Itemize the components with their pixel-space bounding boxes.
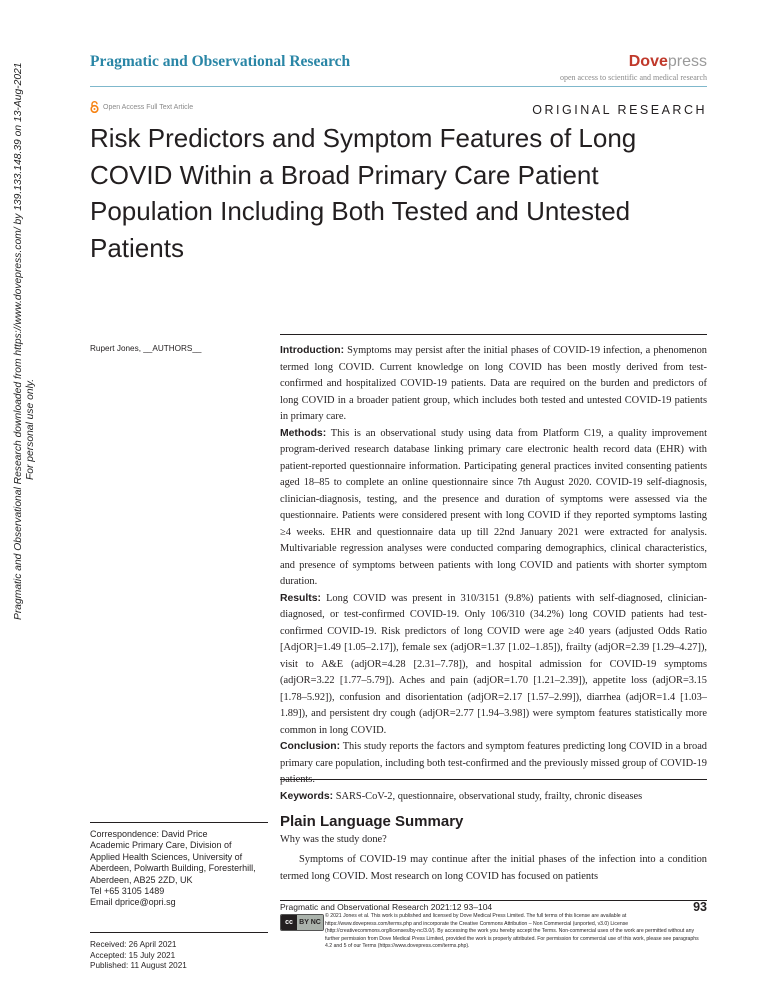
abstract-label: Methods: [280, 427, 327, 439]
publisher-logo[interactable] [629, 53, 707, 71]
abstract-top-divider [280, 334, 707, 335]
by-nc-icon: BY NC [297, 915, 323, 930]
publisher-logo-dove: Dove [628, 53, 668, 70]
abstract-label: Results: [280, 592, 321, 604]
abstract-text: SARS-CoV-2, questionnaire, observational study, frailty, chronic diseases [333, 790, 643, 802]
abstract-introduction [280, 343, 707, 426]
correspondence-line: Aberdeen, Polwarth Building, Foresterhill, [90, 863, 256, 874]
publication-dates [90, 940, 187, 972]
open-access-label: Open Access Full Text Article [103, 103, 194, 111]
abstract-text: Long COVID was present in 310/3151 (9.8%) patients with self-diagnosed, clinician-diagnosed, or test-confirmed COVID-19. Only 106/310 (34.2%) long COVID patients had test-confirmed COVID-19. Risk predictors of long COVID were age ≥40 years (adjusted Odds Ratio [AdjOR]=1.49 [1.05–2.17]), female sex (adjOR=1.37 [1.02–1.85]), frailty (adjOR=2.39 [1.29–4.27]), visit to A&E (adjOR=4.28 [2.31–7.78]), and hospital admission for COVID-19 symptoms (adjOR=3.22 [1.77–5.79]). Aches and pain (adjOR=1.70 [1.21–2.39]), appetite loss (adjOR=3.15 [1.78–5.92]), confusion and disorientation (adjOR=2.17 [1.57–2.99]), diarrhea (adjOR=1.4 [1.03–1.89]), and persistent dry cough (adjOR=2.77 [1.94–3.98]) were symptom features statistically more common in long COVID. [280, 592, 707, 736]
correspondence-email[interactable]: Email dprice@opri.sg [90, 897, 176, 908]
watermark-line-2: For personal use only. [25, 378, 36, 480]
creative-commons-badge[interactable] [280, 914, 324, 931]
abstract-label: Conclusion: [280, 741, 341, 752]
abstract-conclusion [280, 739, 707, 789]
correspondence-line: Applied Health Sciences, University of [90, 851, 243, 862]
cc-icon: cc [281, 915, 297, 930]
footer-citation: Pragmatic and Observational Research 2021:12 93–104 [280, 902, 493, 912]
abstract-label: Keywords: [280, 790, 334, 802]
correspondence-line: Aberdeen, AB25 2ZD, UK [90, 874, 193, 885]
abstract-methods [280, 426, 707, 591]
correspondence-divider [90, 822, 268, 823]
open-access-badge [90, 101, 193, 113]
abstract-keywords [280, 789, 707, 806]
plain-language-body: Symptoms of COVID-19 may continue after the initial phases of the infection into a condition termed long COVID. Most research on long COVID has focused on patients [280, 854, 707, 882]
publisher-logo-press: press [667, 53, 707, 70]
author-list: Rupert Jones, __AUTHORS__ [90, 344, 202, 353]
abstract-text: Symptoms may persist after the initial phases of COVID-19 infection, a phenomenon termed long COVID. Current knowledge on long COVID has been mostly derived from test-confirmed and hospitalized COVID-19 patients. Data are required on the burden and predictors of long COVID in a broader patient group, which includes both tested and untested COVID-19 patients in primary care. [280, 345, 707, 422]
footer-divider [280, 900, 707, 901]
header-divider [90, 86, 707, 87]
journal-name: Pragmatic and Observational Research [90, 53, 351, 70]
correspondence [90, 829, 270, 909]
plain-language-title: Plain Language Summary [280, 813, 464, 830]
article-type: ORIGINAL RESEARCH [532, 103, 707, 117]
accepted-date: Accepted: 15 July 2021 [90, 950, 176, 960]
license-text: © 2021 Jones et al. This work is published and licensed by Dove Medical Press Limited. The full terms of this license are available at https://www.dovepress.com/terms.php and incorporate the Creative Commons Attribution – Non Commercial (unported, v3.0) License (http://creativecommons.org/licenses/by-nc/3.0/). By accessing the work you hereby accept the Terms. Non-commercial uses of the work are permitted without any further permission from Dove Medical Press Limited, provided the work is properly attributed. For permission for commercial use of this work, please see paragraphs 4.2 and 5 of our Terms (https://www.dovepress.com/terms.php). [325, 913, 699, 950]
plain-language-question: Why was the study done? [280, 834, 387, 845]
abstract-results [280, 591, 707, 740]
abstract-text: This is an observational study using data from Platform C19, a quality improvement program-derived research database linking primary care electronic health record data (EHR) with patient-reported questionnaire information. Participating general practices invited consenting patients aged 18–85 to complete an online questionnaire since 7th August 2020. COVID-19 self-diagnosis, clinician-diagnosis, testing, and the presence and duration of symptoms were assessed via the questionnaire. Patients were considered present with long COVID if they reported symptoms lasting ≥4 weeks. EHR and questionnaire data up till 22nd January 2021 were extracted for analysis. Multivariable regression analyses were conducted comparing demographics, clinical characteristics, and presence of symptoms between patients with long COVID and patients with shorter symptom duration. [280, 427, 707, 587]
abstract-label: Introduction: [280, 345, 345, 356]
received-date: Received: 26 April 2021 [90, 940, 177, 949]
published-date: Published: 11 August 2021 [90, 961, 187, 971]
abstract [280, 343, 707, 805]
page-number: 93 [693, 900, 707, 914]
correspondence-line: Academic Primary Care, Division of [90, 840, 232, 851]
abstract-text: This study reports the factors and symptom features predicting long COVID in a broad primary care population, including both test-confirmed and the previously missed group of COVID-19 [280, 741, 707, 769]
correspondence-phone: Tel +65 3105 1489 [90, 886, 165, 897]
publisher-tagline: open access to scientific and medical research [559, 73, 707, 82]
watermark-line-1: Pragmatic and Observational Research downloaded from https://www.dovepress.com/ by 139.133.148.39 on 13-Aug-2021 [13, 62, 24, 620]
correspondence-line: Correspondence: David Price [90, 829, 208, 839]
open-access-lock-icon [90, 101, 99, 113]
article-title: Risk Predictors and Symptom Features of Long COVID Within a Broad Primary Care Patient Population Including Both Tested and Untested Patients [90, 123, 637, 263]
dates-divider [90, 932, 268, 933]
abstract-bottom-divider [280, 779, 707, 780]
